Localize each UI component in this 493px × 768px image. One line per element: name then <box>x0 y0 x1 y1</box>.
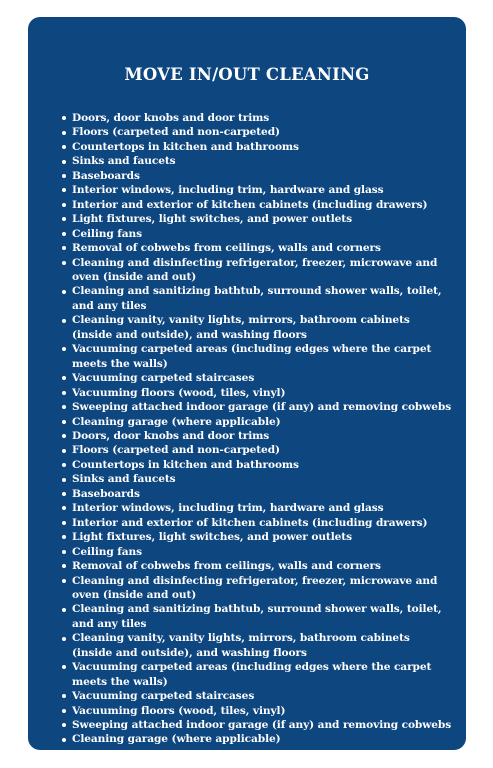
bullet-icon <box>62 290 66 294</box>
checklist-item-text: Baseboards <box>72 169 140 182</box>
checklist-item <box>62 241 452 255</box>
bullet-icon <box>62 709 66 713</box>
bullet-icon <box>62 694 66 698</box>
checklist-item <box>62 516 452 530</box>
checklist-item <box>62 429 452 443</box>
checklist-item <box>62 342 452 371</box>
bullet-icon <box>62 564 66 568</box>
bullet-icon <box>62 232 66 236</box>
checklist-item-text: Countertops in kitchen and bathrooms <box>72 140 299 153</box>
checklist-item <box>62 732 452 746</box>
checklist-item-text: Vacuuming floors (wood, tiles, vinyl) <box>72 704 286 717</box>
bullet-icon <box>62 131 66 135</box>
checklist-item <box>62 443 452 457</box>
checklist-item-text: Doors, door knobs and door trims <box>72 112 270 124</box>
checklist-item <box>62 183 452 197</box>
checklist-item-text: Light fixtures, light switches, and power outlets <box>72 531 352 544</box>
checklist-item-text: Floors (carpeted and non-carpeted) <box>72 444 280 457</box>
checklist-item <box>62 154 452 168</box>
bullet-icon <box>62 665 66 669</box>
checklist-item-text: Cleaning garage (where applicable) <box>72 415 281 428</box>
checklist-item-text: Cleaning vanity, vanity lights, mirrors, bathroom cabinets (inside and outside), and washing floors <box>72 314 410 341</box>
bullet-icon <box>62 449 66 453</box>
checklist-item <box>62 602 452 631</box>
checklist-item-text: Sweeping attached indoor garage (if any) and removing cobwebs <box>72 401 452 414</box>
bullet-icon <box>62 492 66 496</box>
checklist-item-text: Cleaning and disinfecting refrigerator, freezer, microwave and oven (inside and out) <box>72 574 438 601</box>
bullet-icon <box>62 506 66 510</box>
checklist-item-text: Ceiling fans <box>72 227 142 240</box>
checklist-item-text: Vacuuming carpeted areas (including edges where the carpet meets the walls) <box>72 661 432 688</box>
checklist-item-text: Interior and exterior of kitchen cabinets (including drawers) <box>72 516 428 529</box>
bullet-icon <box>62 347 66 351</box>
bullet-icon <box>62 188 66 192</box>
checklist-item <box>62 111 452 125</box>
checklist-item <box>62 689 452 703</box>
checklist-item-text: Ceiling fans <box>72 545 142 558</box>
bullet-icon <box>62 521 66 525</box>
checklist-item-text: Doors, door knobs and door trims <box>72 429 270 442</box>
checklist-item <box>62 400 452 414</box>
checklist-item <box>62 169 452 183</box>
checklist-item <box>62 227 452 241</box>
checklist-item <box>62 487 452 501</box>
checklist-item-text: Removal of cobwebs from ceilings, walls and corners <box>72 560 381 573</box>
bullet-icon <box>62 391 66 395</box>
checklist-item-text: Vacuuming carpeted staircases <box>72 690 255 703</box>
bullet-icon <box>62 145 66 149</box>
checklist-item-text: Interior windows, including trim, hardware and glass <box>72 184 384 197</box>
checklist-item <box>62 140 452 154</box>
checklist-item <box>62 631 452 660</box>
checklist-item <box>62 371 452 385</box>
service-card <box>28 17 466 750</box>
checklist-item-text: Interior windows, including trim, hardware and glass <box>72 502 384 515</box>
bullet-icon <box>62 550 66 554</box>
checklist-item-text: Sinks and faucets <box>72 155 176 168</box>
bullet-icon <box>62 261 66 265</box>
checklist-item <box>62 472 452 486</box>
checklist-item <box>62 212 452 226</box>
checklist-item-text: Interior and exterior of kitchen cabinets (including drawers) <box>72 198 428 211</box>
checklist-item-text: Countertops in kitchen and bathrooms <box>72 458 299 471</box>
checklist-item-text: Cleaning and sanitizing bathtub, surround shower walls, toilet, and any tiles <box>72 603 442 630</box>
bullet-icon <box>62 463 66 467</box>
card-title: MOVE IN/OUT CLEANING <box>124 65 370 84</box>
bullet-icon <box>62 217 66 221</box>
checklist-item-text: Vacuuming floors (wood, tiles, vinyl) <box>72 386 286 399</box>
bullet-icon <box>62 203 66 207</box>
bullet-icon <box>62 376 66 380</box>
checklist-item-text: Vacuuming carpeted areas (including edges where the carpet meets the walls) <box>72 343 432 370</box>
checklist-item <box>62 313 452 342</box>
checklist-item-text: Baseboards <box>72 487 140 500</box>
checklist-item <box>62 415 452 429</box>
bullet-icon <box>62 535 66 539</box>
checklist-item <box>62 386 452 400</box>
checklist-item <box>62 660 452 689</box>
bullet-icon <box>62 116 66 120</box>
checklist-item <box>62 559 452 573</box>
checklist-item <box>62 718 452 732</box>
checklist-item-text: Floors (carpeted and non-carpeted) <box>72 126 280 139</box>
bullet-icon <box>62 738 66 742</box>
checklist-item <box>62 530 452 544</box>
checklist-item <box>62 256 452 285</box>
bullet-icon <box>62 434 66 438</box>
checklist-item <box>62 458 452 472</box>
bullet-icon <box>62 319 66 323</box>
bullet-icon <box>62 420 66 424</box>
checklist-item-text: Cleaning and disinfecting refrigerator, freezer, microwave and oven (inside and out) <box>72 256 438 283</box>
checklist-item <box>62 198 452 212</box>
checklist-item <box>62 125 452 139</box>
bullet-icon <box>62 637 66 641</box>
bullet-icon <box>62 174 66 178</box>
checklist-item-text: Removal of cobwebs from ceilings, walls and corners <box>72 242 381 255</box>
cleaning-checklist <box>62 111 452 747</box>
checklist-item-text: Cleaning garage (where applicable) <box>72 733 281 746</box>
bullet-icon <box>62 478 66 482</box>
bullet-icon <box>62 246 66 250</box>
checklist-item-text: Light fixtures, light switches, and power outlets <box>72 213 352 226</box>
checklist-item <box>62 574 452 603</box>
checklist-item <box>62 545 452 559</box>
checklist-item-text: Cleaning vanity, vanity lights, mirrors, bathroom cabinets (inside and outside), and washing floors <box>72 632 410 659</box>
bullet-icon <box>62 608 66 612</box>
bullet-icon <box>62 160 66 164</box>
checklist-item-text: Vacuuming carpeted staircases <box>72 372 255 385</box>
checklist-item-text: Sweeping attached indoor garage (if any) and removing cobwebs <box>72 719 452 732</box>
checklist-item <box>62 501 452 515</box>
checklist-item <box>62 704 452 718</box>
bullet-icon <box>62 723 66 727</box>
checklist-item <box>62 284 452 313</box>
checklist-item-text: Cleaning and sanitizing bathtub, surround shower walls, toilet, and any tiles <box>72 285 442 312</box>
checklist-item-text: Sinks and faucets <box>72 473 176 486</box>
bullet-icon <box>62 579 66 583</box>
bullet-icon <box>62 405 66 409</box>
